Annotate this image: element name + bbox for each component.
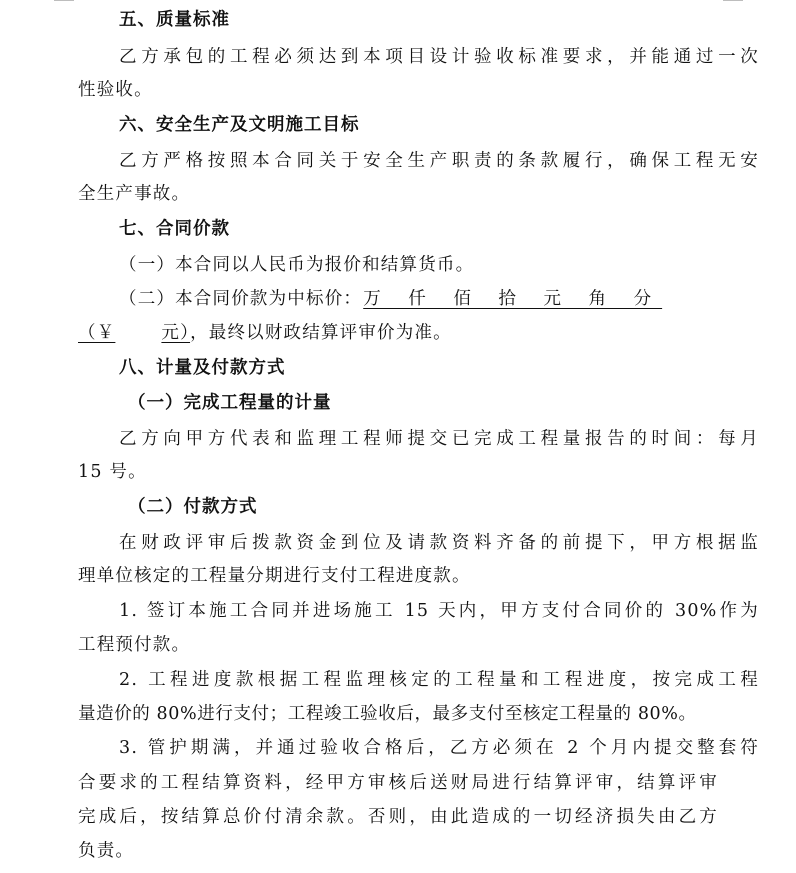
section-5-line-2: 性验收。 [78, 80, 153, 100]
payment-clause-3-line-2: 合要求的工程结算资料，经甲方审核后送财局进行结算评审，结算评审 [78, 773, 718, 793]
contract-price-yuan-close: 元） [161, 323, 191, 343]
payment-clause-1-line-1: 1. 签订本施工合同并进场施工 15 天内，甲方支付合同价的 30%作为 [119, 601, 759, 621]
payment-clause-3-line-3: 完成后，按结算总价付清余款。否则，由此造成的一切经济损失由乙方 [78, 807, 718, 827]
section-7-item-2 [78, 282, 759, 316]
section-6-line-2: 全生产事故。 [78, 184, 191, 204]
section-5-line-1: 乙方承包的工程必须达到本项目设计验收标准要求，并能通过一次 [119, 47, 759, 67]
section-5-heading: 五、质量标准 [119, 10, 230, 30]
payment-clause-3-line-1: 3. 管护期满，并通过验收合格后，乙方必须在 2 个月内提交整套符 [119, 738, 759, 758]
section-8-sub-1-line-2: 15 号。 [78, 462, 147, 482]
section-8-sub-2-heading: （二）付款方式 [128, 497, 258, 517]
section-7-heading: 七、合同价款 [119, 219, 230, 239]
section-6-heading: 六、安全生产及文明施工目标 [119, 115, 360, 135]
payment-intro-line-2: 理单位核定的工程量分期进行支付工程进度款。 [78, 566, 471, 586]
section-7-item-2-continued [78, 316, 718, 350]
contract-price-rest: ，最终以财政结算评审价为准。 [190, 323, 452, 343]
payment-clause-2-line-1: 2. 工程进度款根据工程监理核定的工程量和工程进度，按完成工程 [119, 670, 759, 690]
section-8-sub-1-heading: （一）完成工程量的计量 [128, 393, 332, 413]
payment-clause-3-line-4: 负责。 [78, 841, 135, 861]
payment-intro-line-1: 在财政评审后拨款资金到位及请款资料齐备的前提下，甲方根据监 [119, 533, 759, 553]
contract-price-label: （二）本合同价款为中标价： [119, 289, 363, 309]
contract-price-units-blank: 万 仟 佰 拾 元 角 分 [363, 289, 663, 309]
section-6-line-1: 乙方严格按照本合同关于安全生产职责的条款履行，确保工程无安 [119, 151, 759, 171]
payment-clause-2-line-2: 量造价的 80%进行支付；工程竣工验收后，最多支付至核定工程量的 80%。 [78, 704, 697, 724]
contract-price-yuan-open: （￥ [78, 323, 116, 343]
section-8-heading: 八、计量及付款方式 [119, 358, 286, 378]
section-8-sub-1-line-1: 乙方向甲方代表和监理工程师提交已完成工程量报告的时间：每月 [119, 429, 759, 449]
contract-price-yuan-blank [115, 316, 161, 350]
section-7-item-1: （一）本合同以人民币为报价和结算货币。 [119, 255, 475, 275]
page-corner-mark-left [54, 0, 74, 3]
payment-clause-1-line-2: 工程预付款。 [78, 635, 191, 655]
